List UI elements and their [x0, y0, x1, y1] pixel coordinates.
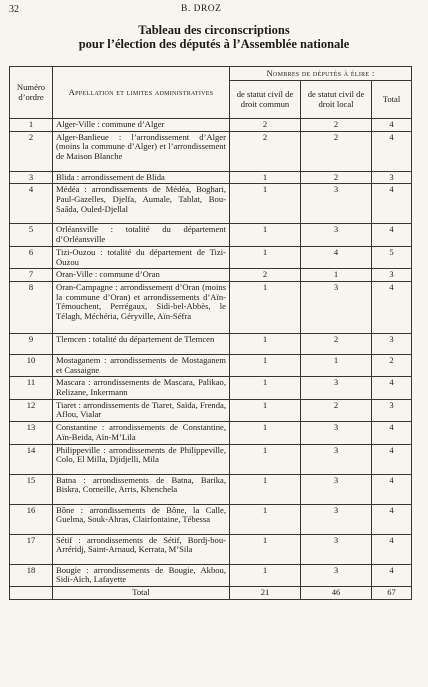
table-row: [10, 444, 412, 474]
row-total: 4: [372, 377, 412, 399]
header-commun: de statut civil de droit commun: [230, 81, 301, 119]
table-row: [10, 224, 412, 246]
table-row: [10, 354, 412, 376]
total-total: 67: [372, 586, 412, 599]
header-local: de statut civil de droit local: [301, 81, 372, 119]
total-commun: 21: [230, 586, 301, 599]
row-local: 3: [301, 224, 372, 246]
row-commun: 1: [230, 184, 301, 224]
row-name: Bougie : arrondissements de Bougie, Akbou, Sidi-Aïch, Lafayette: [53, 564, 230, 586]
row-commun: 1: [230, 224, 301, 246]
table-row: [10, 171, 412, 184]
row-commun: 1: [230, 564, 301, 586]
row-commun: 1: [230, 171, 301, 184]
row-total: 4: [372, 504, 412, 534]
row-local: 3: [301, 377, 372, 399]
row-local: 3: [301, 184, 372, 224]
row-local: 3: [301, 504, 372, 534]
row-number: 6: [10, 246, 53, 268]
row-total: 4: [372, 444, 412, 474]
row-number: 14: [10, 444, 53, 474]
table-row: [10, 333, 412, 354]
row-commun: 1: [230, 474, 301, 504]
row-name: Alger-Ville : commune d’Alger: [53, 119, 230, 132]
row-total: 4: [372, 534, 412, 564]
row-name: Tlemcen : totalité du département de Tlemcen: [53, 333, 230, 354]
header-numero: Numéro d’ordre: [10, 67, 53, 119]
row-total: 4: [372, 184, 412, 224]
row-name: Bône : arrondissements de Bône, la Calle, Guelma, Souk-Ahras, Clairfontaine, Tébessa: [53, 504, 230, 534]
row-name: Constantine : arrondissements de Constantine, Aïn-Beida, Aïn-M’Lila: [53, 422, 230, 444]
table-row: [10, 269, 412, 282]
total-blank: [10, 586, 53, 599]
row-commun: 1: [230, 422, 301, 444]
row-number: 12: [10, 399, 53, 421]
row-number: 1: [10, 119, 53, 132]
row-total: 3: [372, 269, 412, 282]
row-local: 2: [301, 119, 372, 132]
table-row: [10, 281, 412, 333]
row-number: 18: [10, 564, 53, 586]
row-name: Médéa : arrondissements de Médéa, Boghari, Paul-Gazelles, Djelfa, Aumale, Tablat, Bou-Saâda, Ouled-Djellal: [53, 184, 230, 224]
row-number: 3: [10, 171, 53, 184]
row-number: 2: [10, 131, 53, 171]
circonscriptions-table: [9, 66, 412, 600]
table-row: [10, 399, 412, 421]
row-name: Orléansville : totalité du département d’Orléansville: [53, 224, 230, 246]
table-row: [10, 474, 412, 504]
table-row: [10, 131, 412, 171]
row-commun: 2: [230, 131, 301, 171]
row-total: 3: [372, 333, 412, 354]
row-local: 3: [301, 564, 372, 586]
row-commun: 1: [230, 281, 301, 333]
row-total: 4: [372, 224, 412, 246]
row-name: Oran-Ville : commune d’Oran: [53, 269, 230, 282]
row-name: Mascara : arrondissements de Mascara, Palikao, Relizane, Inkermann: [53, 377, 230, 399]
row-name: Mostaganem : arrondissements de Mostaganem et Cassaigne: [53, 354, 230, 376]
row-number: 13: [10, 422, 53, 444]
row-local: 3: [301, 474, 372, 504]
table-title: [0, 23, 428, 51]
row-number: 10: [10, 354, 53, 376]
table-title-line-1: Tableau des circonscriptions: [138, 23, 290, 37]
row-commun: 1: [230, 444, 301, 474]
row-total: 4: [372, 474, 412, 504]
row-commun: 1: [230, 534, 301, 564]
row-commun: 1: [230, 399, 301, 421]
row-total: 4: [372, 119, 412, 132]
row-commun: 2: [230, 269, 301, 282]
row-local: 2: [301, 399, 372, 421]
page-number: 32: [9, 4, 19, 15]
header-total: Total: [372, 81, 412, 119]
row-number: 8: [10, 281, 53, 333]
row-local: 3: [301, 534, 372, 564]
row-name: Tizi-Ouzou : totalité du département de Tizi-Ouzou: [53, 246, 230, 268]
table-row: [10, 534, 412, 564]
row-name: Alger-Banlieue : l’arrondissement d’Alger (moins la commune d’Alger) et l’arrondissement de Maison Blanche: [53, 131, 230, 171]
row-local: 2: [301, 333, 372, 354]
row-commun: 1: [230, 246, 301, 268]
row-total: 3: [372, 171, 412, 184]
row-number: 7: [10, 269, 53, 282]
row-total: 2: [372, 354, 412, 376]
table-row: [10, 564, 412, 586]
row-commun: 1: [230, 333, 301, 354]
row-number: 17: [10, 534, 53, 564]
row-total: 3: [372, 399, 412, 421]
row-total: 4: [372, 281, 412, 333]
row-local: 3: [301, 444, 372, 474]
row-name: Philippeville : arrondissements de Philippeville, Colo, El Milla, Djidjelli, Mila: [53, 444, 230, 474]
table-title-line-2: pour l’élection des députés à l’Assemblée nationale: [78, 37, 350, 51]
row-local: 1: [301, 269, 372, 282]
running-header-author: B. DROZ: [181, 4, 222, 14]
table-row: [10, 504, 412, 534]
row-name: Batna : arrondissements de Batna, Barika, Biskra, Corneille, Arris, Khenchela: [53, 474, 230, 504]
row-name: Oran-Campagne : arrondissement d’Oran (moins la commune d’Oran) et arrondissements d’Aïn-Témouchent, Perrégaux, Sidi-bel-Abbès, le Télagh, Méchéria, Géryville, Aïn-Séfra: [53, 281, 230, 333]
row-number: 16: [10, 504, 53, 534]
header-appellation: Appellation et limites administratives: [53, 67, 230, 119]
row-local: 3: [301, 422, 372, 444]
row-name: Blida : arrondissement de Blida: [53, 171, 230, 184]
total-label: Total: [53, 586, 230, 599]
table-row: [10, 422, 412, 444]
row-number: 5: [10, 224, 53, 246]
table-row: [10, 377, 412, 399]
row-commun: 1: [230, 354, 301, 376]
row-commun: 1: [230, 377, 301, 399]
row-local: 4: [301, 246, 372, 268]
row-total: 4: [372, 564, 412, 586]
row-total: 4: [372, 422, 412, 444]
row-number: 11: [10, 377, 53, 399]
row-local: 2: [301, 171, 372, 184]
row-name: Sétif : arrondissements de Sétif, Bordj-bou-Arréridj, Saint-Arnaud, Kerrata, M’Sila: [53, 534, 230, 564]
row-total: 4: [372, 131, 412, 171]
row-number: 9: [10, 333, 53, 354]
row-commun: 2: [230, 119, 301, 132]
row-local: 1: [301, 354, 372, 376]
header-group: Nombres de députés à élire :: [230, 67, 412, 81]
row-number: 4: [10, 184, 53, 224]
row-name: Tiaret : arrondissements de Tiaret, Saïda, Frenda, Aflou, Vialar: [53, 399, 230, 421]
table-row: [10, 246, 412, 268]
row-local: 2: [301, 131, 372, 171]
table-row: [10, 184, 412, 224]
row-local: 3: [301, 281, 372, 333]
row-commun: 1: [230, 504, 301, 534]
row-total: 5: [372, 246, 412, 268]
total-local: 46: [301, 586, 372, 599]
table-row: [10, 119, 412, 132]
row-number: 15: [10, 474, 53, 504]
total-row: [10, 586, 412, 599]
